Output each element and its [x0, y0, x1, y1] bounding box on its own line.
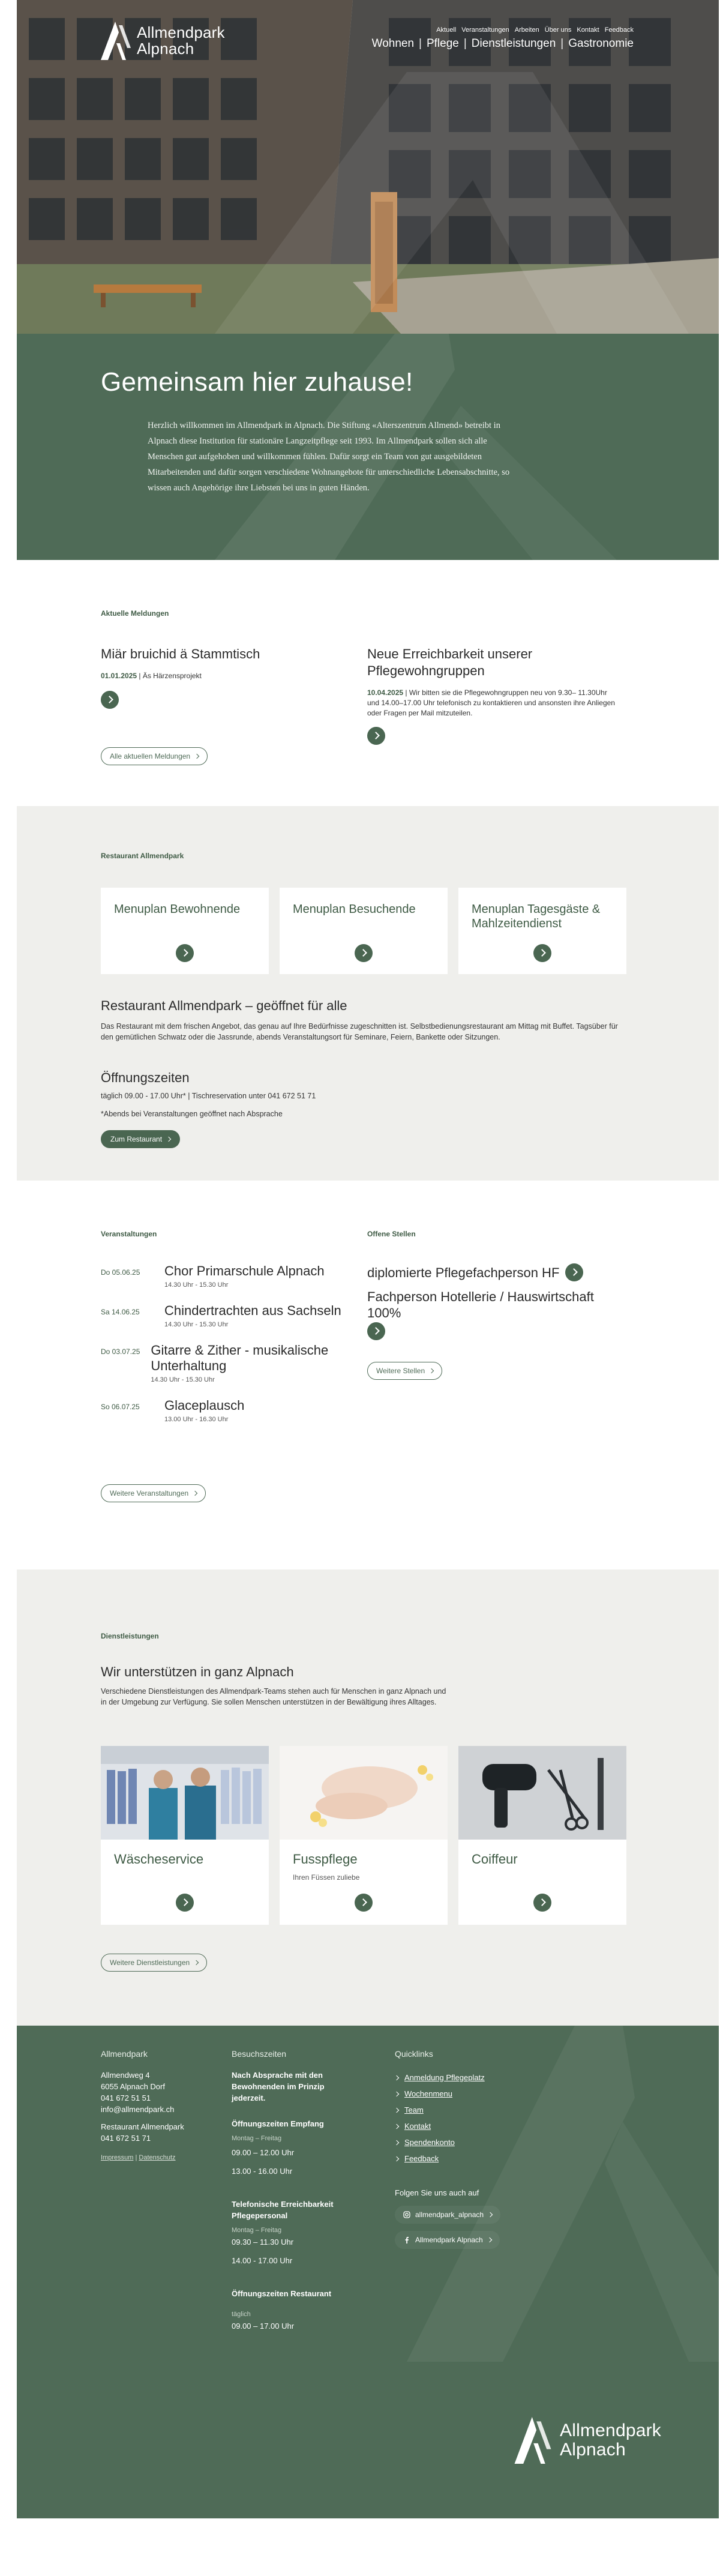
top-navigation: [372, 26, 634, 50]
event-row[interactable]: [101, 1398, 353, 1423]
menu-card-arrow-button[interactable]: [533, 944, 551, 962]
nav-dienstleistungen[interactable]: Dienstleistungen: [471, 37, 556, 50]
instagram-label: allmendpark_alpnach: [415, 2210, 484, 2219]
logo-text-line1: Allmendpark: [560, 2421, 661, 2440]
quicklink-label[interactable]: Team: [404, 2105, 424, 2114]
quicklink-label[interactable]: Kontakt: [404, 2122, 431, 2131]
service-arrow-button[interactable]: [176, 1894, 194, 1912]
service-title: Wäscheservice: [114, 1852, 204, 1867]
footer-heading: Allmendpark: [101, 2049, 148, 2059]
event-date: Sa 14.06.25: [101, 1308, 140, 1316]
chevron-right-icon: [394, 2091, 399, 2096]
restaurant-section-title: Restaurant Allmendpark: [101, 852, 184, 860]
job-title: Fachperson Hotellerie / Hauswirtschaft 100%: [367, 1289, 594, 1320]
event-title: Glaceplausch: [164, 1398, 245, 1413]
job-arrow-button[interactable]: [367, 1322, 385, 1340]
logo-a-icon: [514, 2417, 551, 2464]
nav-separator: |: [419, 37, 422, 50]
intro-title: Gemeinsam hier zuhause!: [101, 367, 413, 397]
all-jobs-button[interactable]: [367, 1362, 442, 1380]
quicklinks-list: [395, 2069, 599, 2167]
phone-hours-days: Montag – Freitag: [232, 2227, 282, 2234]
service-arrow-button[interactable]: [533, 1894, 551, 1912]
menu-card[interactable]: [101, 888, 269, 974]
footer-contact: [101, 2048, 221, 2164]
job-item[interactable]: [367, 1263, 631, 1281]
nav-kontakt[interactable]: Kontakt: [577, 26, 599, 34]
chevron-right-icon: [429, 1368, 434, 1373]
service-cards: [101, 1746, 626, 1925]
chevron-right-icon: [394, 2140, 399, 2144]
event-title: Chor Primarschule Alpnach: [164, 1263, 325, 1278]
all-news-label: Alle aktuellen Meldungen: [110, 752, 191, 760]
restaurant-title: Restaurant Allmendpark – geöffnet für alle: [101, 998, 347, 1013]
nav-separator: |: [560, 37, 564, 50]
all-services-label: Weitere Dienstleistungen: [110, 1958, 190, 1967]
all-jobs-label: Weitere Stellen: [376, 1367, 425, 1375]
menu-card[interactable]: [458, 888, 626, 974]
nav-feedback[interactable]: Feedback: [604, 26, 634, 34]
news-item-arrow-button[interactable]: [101, 691, 119, 709]
quicklink-item[interactable]: [395, 2102, 599, 2118]
menu-card-title: Menuplan Bewohnende: [114, 903, 241, 916]
chevron-right-icon: [488, 2212, 493, 2217]
restaurant-button-label: Zum Restaurant: [110, 1135, 163, 1143]
reception-time-2: 13.00 - 16.00 Uhr: [232, 2167, 293, 2176]
footer-restaurant-phone[interactable]: 041 672 51 71: [101, 2134, 151, 2143]
site-logo[interactable]: [101, 22, 225, 60]
events-section: [17, 1181, 719, 1569]
service-card[interactable]: [101, 1746, 269, 1925]
service-card[interactable]: [458, 1746, 626, 1925]
opening-hours: täglich 09.00 - 17.00 Uhr* | Tischreservation unter 041 672 51 71: [101, 1092, 316, 1100]
event-date: Do 03.07.25: [101, 1347, 140, 1356]
event-time: 14.30 Uhr - 15.30 Uhr: [151, 1376, 215, 1383]
event-row[interactable]: [101, 1343, 353, 1383]
datenschutz-link[interactable]: Datenschutz: [139, 2154, 176, 2161]
jobs-list: [367, 1263, 631, 1380]
job-arrow-button[interactable]: [565, 1263, 583, 1281]
news-section-title: Aktuelle Meldungen: [101, 609, 169, 618]
follow-us-text: Folgen Sie uns auch auf: [395, 2188, 479, 2197]
job-item[interactable]: [367, 1289, 631, 1340]
main-nav: [372, 37, 634, 50]
news-item-date: 10.04.2025: [367, 688, 404, 697]
news-item-teaser: | Äs Härzensprojekt: [137, 672, 202, 680]
event-date: So 06.07.25: [101, 1403, 140, 1411]
nav-separator: |: [463, 37, 467, 50]
phone-hours-time-2: 14.00 - 17.00 Uhr: [232, 2256, 293, 2265]
footer-street: Allmendweg 4: [101, 2071, 150, 2080]
phone-hours-title: Telefonische Erreichbarkeit Pflegepersonal: [232, 2200, 334, 2220]
news-item-meta: [101, 671, 329, 681]
services-text: Verschiedene Dienstleistungen des Allmendpark-Teams stehen auch für Menschen in ganz Alpnach und in der Umgebung zur Verfügung. Sie sollen Menschen unterstützen in der Bewältigung ihres Alltages.: [101, 1687, 446, 1706]
nav-ueber-uns[interactable]: Über uns: [544, 26, 572, 34]
service-title: Coiffeur: [472, 1852, 518, 1867]
services-title: Wir unterstützen in ganz Alpnach: [101, 1664, 294, 1679]
restaurant-section: [17, 806, 719, 1181]
quicklink-label[interactable]: Spendenkonto: [404, 2138, 455, 2147]
event-row[interactable]: [101, 1263, 353, 1289]
intro-text: Herzlich willkommen im Allmendpark in Alpnach. Die Stiftung «Alterszentrum Allmend» betreibt in Alpnach diese Institution für stationäre Langzeitpflege seit 1993. Im Allmendpark sollen sich alle Menschen gut aufgehoben und willkommen fühlen. Dafür sorgt ein Team von gut ausgebildeten Mitarbeitenden und dafür sorgen verschiedene Wohnangebote für unterschiedliche Lebensabschnitte, so wissen auch Angehörige ihre Liebsten bei uns in guten Händen.: [148, 421, 510, 493]
event-date: Do 05.06.25: [101, 1268, 140, 1277]
service-subtitle: Ihren Füssen zuliebe: [293, 1873, 360, 1882]
utility-nav: [372, 26, 634, 34]
job-title: diplomierte Pflegefachperson HF: [367, 1265, 560, 1280]
menu-card-title: Menuplan Besuchende: [293, 903, 416, 916]
service-arrow-button[interactable]: [355, 1894, 373, 1912]
chevron-right-icon: [193, 1491, 197, 1496]
phone-hours-time-1: 09.30 – 11.30 Uhr: [232, 2237, 294, 2246]
impressum-link[interactable]: Impressum: [101, 2154, 134, 2161]
service-image-footcare: [280, 1746, 448, 1840]
menu-card-arrow-button[interactable]: [355, 944, 373, 962]
nav-wohnen[interactable]: Wohnen: [371, 37, 415, 50]
event-row[interactable]: [101, 1303, 353, 1328]
chevron-right-icon: [394, 2123, 399, 2128]
all-news-button[interactable]: [101, 747, 208, 765]
logo-text-line2: Alpnach: [137, 40, 194, 58]
footer-phone[interactable]: 041 672 51 51: [101, 2093, 151, 2102]
service-image-hairdresser: [458, 1746, 626, 1840]
footer-hours: [232, 2048, 358, 2332]
news-item-arrow-button[interactable]: [367, 727, 385, 745]
chevron-right-icon: [166, 1137, 171, 1142]
restaurant-hours-days: täglich: [232, 2311, 251, 2318]
quicklink-item[interactable]: [395, 2118, 599, 2134]
nav-gastronomie[interactable]: Gastronomie: [568, 37, 634, 50]
quicklink-item[interactable]: [395, 2134, 599, 2150]
event-title: Chindertrachten aus Sachseln: [164, 1303, 341, 1318]
footer-legal-links: Impressum | Datenschutz: [101, 2154, 176, 2161]
news-item-teaser: | Wir bitten sie die Pflegewohngruppen neu von 9.30– 11.30Uhr und 14.00–17.00 Uhr telefonisch zu kontaktieren und ansonsten ihre Anliegen oder Fragen per Mail mitzuteilen.: [367, 688, 615, 717]
facebook-label: Allmendpark Alpnach: [415, 2235, 483, 2244]
nav-veranstaltungen[interactable]: Veranstaltungen: [461, 26, 509, 34]
service-card[interactable]: [280, 1746, 448, 1925]
intro-section: [17, 334, 719, 560]
news-item: [101, 646, 329, 712]
reception-title: Öffnungszeiten Empfang: [232, 2119, 324, 2128]
menu-card[interactable]: [280, 888, 448, 974]
restaurant-hours-title: Öffnungszeiten Restaurant: [232, 2289, 332, 2298]
footer-quicklinks: [395, 2048, 599, 2249]
nav-aktuell[interactable]: Aktuell: [436, 26, 457, 34]
event-title: Gitarre & Zither - musikalische Unterhaltung: [151, 1343, 329, 1373]
restaurant-text: Das Restaurant mit dem frischen Angebot, das genau auf Ihre Bedürfnisse zugeschnitten ist. Selbstbedienungsrestaurant am Mittag mit Buffet. Tagsüber für den gemütlichen Schwatz oder die Jassrunde, abends Veranstaltungsort für Seminare, Feiern, Bankette oder Sitzungen.: [101, 1022, 618, 1041]
services-section-title: Dienstleistungen: [101, 1632, 159, 1640]
quicklink-label[interactable]: Feedback: [404, 2154, 439, 2163]
news-section: [17, 560, 719, 806]
logo-text-line2: Alpnach: [560, 2440, 626, 2460]
opening-hours-note: *Abends bei Veranstaltungen geöffnet nach Absprache: [101, 1110, 283, 1118]
service-image-laundry: [101, 1746, 269, 1840]
all-events-label: Weitere Veranstaltungen: [110, 1489, 189, 1497]
visiting-note: Nach Absprache mit den Bewohnenden im Prinzip jederzeit.: [232, 2071, 325, 2102]
footer-heading: Besuchszeiten: [232, 2049, 287, 2059]
news-item-title[interactable]: Neue Erreichbarkeit unserer Pflegewohngruppen: [367, 646, 533, 678]
restaurant-hours-time: 09.00 – 17.00 Uhr: [232, 2322, 295, 2331]
reception-days: Montag – Freitag: [232, 2135, 282, 2142]
menu-card-arrow-button[interactable]: [176, 944, 194, 962]
news-item-meta: [367, 688, 619, 718]
chevron-right-icon: [394, 2156, 399, 2161]
nav-arbeiten[interactable]: Arbeiten: [514, 26, 539, 34]
restaurant-button[interactable]: [101, 1130, 180, 1148]
reception-time-1: 09.00 – 12.00 Uhr: [232, 2148, 295, 2157]
chevron-right-icon: [394, 2075, 399, 2080]
event-time: 14.30 Uhr - 15.30 Uhr: [164, 1321, 229, 1328]
footer-logo[interactable]: [514, 2417, 661, 2464]
logo-text-line1: Allmendpark: [137, 23, 225, 41]
event-time: 13.00 Uhr - 16.30 Uhr: [164, 1416, 229, 1423]
chevron-right-icon: [487, 2237, 491, 2242]
quicklink-label[interactable]: Anmeldung Pflegeplatz: [404, 2073, 485, 2082]
quicklink-item[interactable]: [395, 2150, 599, 2167]
menu-cards: [101, 888, 626, 974]
all-services-button[interactable]: [101, 1954, 207, 1972]
footer-city: 6055 Alpnach Dorf: [101, 2082, 165, 2091]
event-time: 14.30 Uhr - 15.30 Uhr: [164, 1281, 229, 1289]
facebook-icon: [403, 2236, 410, 2243]
logo-a-icon: [101, 22, 131, 60]
event-list: [101, 1263, 353, 1437]
news-item: [367, 646, 619, 748]
menu-card-title: Menuplan Tagesgäste & Mahlzeitendienst: [472, 903, 601, 930]
jobs-section-title: Offene Stellen: [367, 1230, 416, 1238]
opening-hours-title: Öffnungszeiten: [101, 1070, 190, 1085]
quicklink-label[interactable]: Wochenmenu: [404, 2089, 452, 2098]
all-events-button[interactable]: [101, 1484, 206, 1502]
facebook-button[interactable]: [395, 2231, 500, 2249]
instagram-button[interactable]: [395, 2206, 500, 2224]
quicklink-item[interactable]: [395, 2086, 599, 2102]
chevron-right-icon: [394, 2107, 399, 2112]
service-title: Fusspflege: [293, 1852, 358, 1867]
quicklink-item[interactable]: [395, 2069, 599, 2086]
chevron-right-icon: [194, 1960, 199, 1965]
services-section: [17, 1569, 719, 2026]
footer-email[interactable]: info@allmendpark.ch: [101, 2105, 175, 2114]
hero-section: [17, 0, 719, 334]
instagram-icon: [403, 2211, 410, 2218]
nav-pflege[interactable]: Pflege: [426, 37, 459, 50]
footer-restaurant-name: Restaurant Allmendpark: [101, 2122, 184, 2131]
news-item-title[interactable]: Miär bruichid ä Stammtisch: [101, 646, 260, 661]
chevron-right-icon: [194, 754, 199, 759]
footer: [17, 2026, 719, 2518]
footer-heading: Quicklinks: [395, 2049, 433, 2059]
news-item-date: 01.01.2025: [101, 672, 137, 680]
events-section-title: Veranstaltungen: [101, 1230, 157, 1238]
